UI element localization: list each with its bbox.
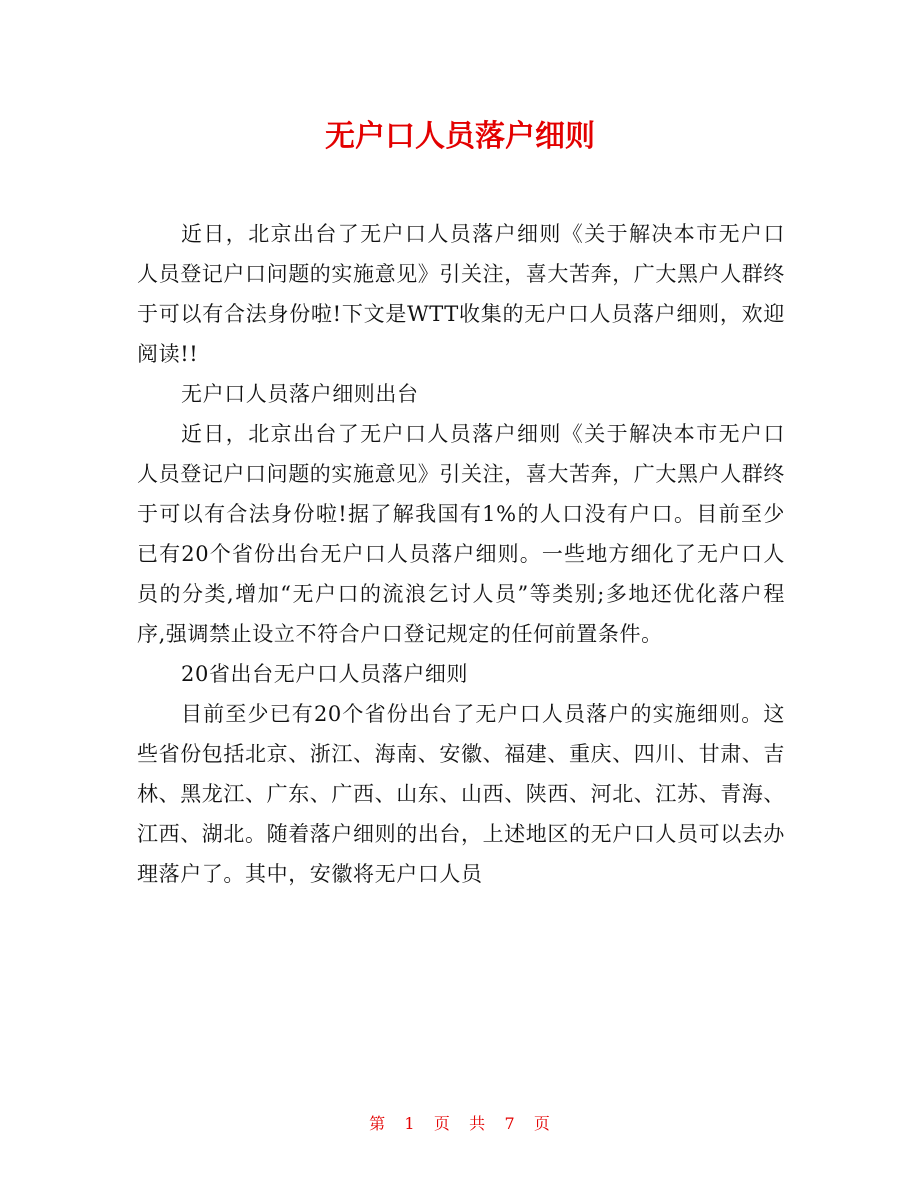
section-heading-policy: 无户口人员落户细则出台	[181, 382, 419, 406]
paragraph-intro: 近日，北京出台了无户口人员落户细则《关于解决本市无户口人员登记户口问题的实施意见》引关注，喜大苦奔，广大黑户人群终于可以有合法身份啦!下文是WTT收集的无户口人员落户细则，欢迎阅读!!	[137, 222, 785, 366]
page-number-footer	[0, 1112, 920, 1136]
document-body	[137, 214, 785, 894]
footer-total-label: 共	[469, 1114, 487, 1133]
footer-page-label: 页	[433, 1114, 451, 1133]
section-heading-provinces: 20省出台无户口人员落户细则	[181, 662, 469, 686]
footer-prefix: 第	[369, 1114, 387, 1133]
footer-current-page: 1	[404, 1114, 416, 1133]
paragraph-provinces: 目前至少已有20个省份出台了无户口人员落户的实施细则。这些省份包括北京、浙江、海南、安徽、福建、重庆、四川、甘肃、吉林、黑龙江、广东、广西、山东、山西、陕西、河北、江苏、青海、江西、湖北。随着落户细则的出台，上述地区的无户口人员可以去办理落户了。其中，安徽将无户口人员	[137, 702, 785, 886]
footer-suffix: 页	[533, 1114, 551, 1133]
document-title: 无户口人员落户细则	[325, 119, 595, 154]
footer-total-pages: 7	[504, 1114, 516, 1133]
paragraph-policy: 近日，北京出台了无户口人员落户细则《关于解决本市无户口人员登记户口问题的实施意见》引关注，喜大苦奔，广大黑户人群终于可以有合法身份啦!据了解我国有1%的人口没有户口。目前至少已有20个省份出台无户口人员落户细则。一些地方细化了无户口人员的分类,增加“无户口的流浪乞讨人员”等类别;多地还优化落户程序,强调禁止设立不符合户口登记规定的任何前置条件。	[137, 422, 785, 646]
